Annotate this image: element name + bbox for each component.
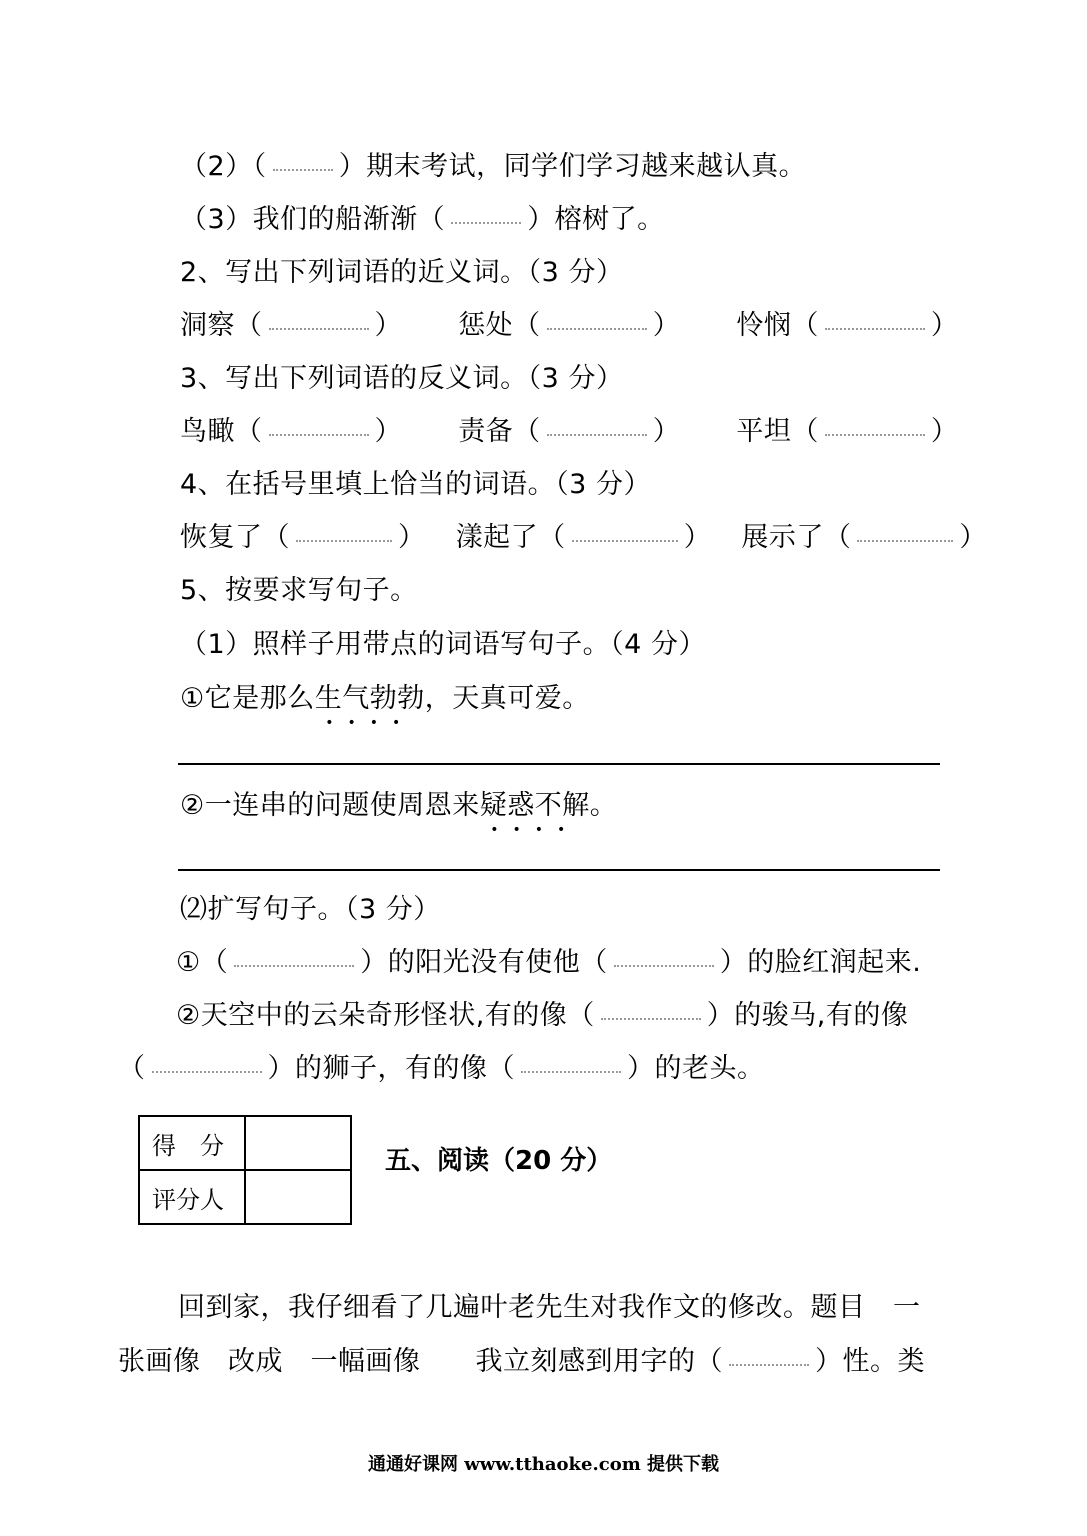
q5-title: 5、按要求写句子。 xyxy=(180,575,418,606)
q4-words: 恢复了（ ） 漾起了（ ） 展示了（ ） xyxy=(180,522,987,553)
q5-example4: ②天空中的云朵奇形怪状,有的像（ ）的骏马,有的像 xyxy=(176,1000,909,1031)
blank[interactable] xyxy=(825,430,925,436)
q5-sub2: ⑵扩写句子。（3 分） xyxy=(180,894,441,925)
blank[interactable] xyxy=(547,430,647,436)
q5-example4-cont: （ ）的狮子，有的像（ ）的老头。 xyxy=(118,1053,765,1084)
grader-label: 评分人 xyxy=(139,1170,245,1224)
q5-example2: ②一连串的问题使周恩来疑惑不解 •••• 。 xyxy=(180,790,618,838)
blank[interactable] xyxy=(273,165,333,171)
q5-example3: ①（ ）的阳光没有使他（ ）的脸红润起来. xyxy=(176,947,922,978)
section-title: 五、阅读（20 分） xyxy=(385,1146,613,1176)
q3-title: 3、写出下列词语的反义词。（3 分） xyxy=(180,363,624,394)
blank[interactable] xyxy=(547,324,647,330)
blank[interactable] xyxy=(269,324,369,330)
answer-line[interactable] xyxy=(178,869,940,871)
blank[interactable] xyxy=(729,1360,809,1366)
blank[interactable] xyxy=(296,536,392,542)
q1-item3: （3）我们的船渐渐（ ）榕树了。 xyxy=(180,204,665,235)
blank[interactable] xyxy=(269,430,369,436)
reading-line-2: 张画像 改成 一幅画像 我立刻感到用字的（ ）性。类 xyxy=(118,1346,925,1377)
q2-title: 2、写出下列词语的近义词。（3 分） xyxy=(180,257,624,288)
q1-item2: （2）（ ）期末考试，同学们学习越来越认真。 xyxy=(180,151,807,182)
blank[interactable] xyxy=(572,536,678,542)
blank[interactable] xyxy=(614,961,714,967)
blank[interactable] xyxy=(521,1067,621,1073)
blank[interactable] xyxy=(152,1067,262,1073)
reading-line-1: 回到家，我仔细看了几遍叶老先生对我作文的修改。题目 一 xyxy=(178,1292,921,1323)
dotted-word: 疑惑不解 •••• xyxy=(479,790,590,838)
q5-example1: ①它是那么生气勃勃 •••• ，天真可爱。 xyxy=(180,683,590,731)
dotted-word: 生气勃勃 •••• xyxy=(314,683,425,731)
blank[interactable] xyxy=(451,218,521,224)
blank[interactable] xyxy=(825,324,925,330)
footer: 通通好课网 www.tthaoke.com 提供下载 xyxy=(367,1454,720,1475)
blank[interactable] xyxy=(234,961,354,967)
q4-title: 4、在括号里填上恰当的词语。（3 分） xyxy=(180,469,651,500)
blank[interactable] xyxy=(601,1014,701,1020)
score-table xyxy=(138,1115,352,1225)
q2-words: 洞察（ ） 惩处（ ） 怜悯（ ） xyxy=(180,310,959,341)
answer-line[interactable] xyxy=(178,763,940,765)
blank[interactable] xyxy=(857,536,953,542)
q5-sub1: （1）照样子用带点的词语写句子。（4 分） xyxy=(180,629,706,660)
q3-words: 鸟瞰（ ） 责备（ ） 平坦（ ） xyxy=(180,416,959,447)
score-cell[interactable] xyxy=(245,1116,351,1170)
score-label: 得 分 xyxy=(139,1116,245,1170)
grader-cell[interactable] xyxy=(245,1170,351,1224)
